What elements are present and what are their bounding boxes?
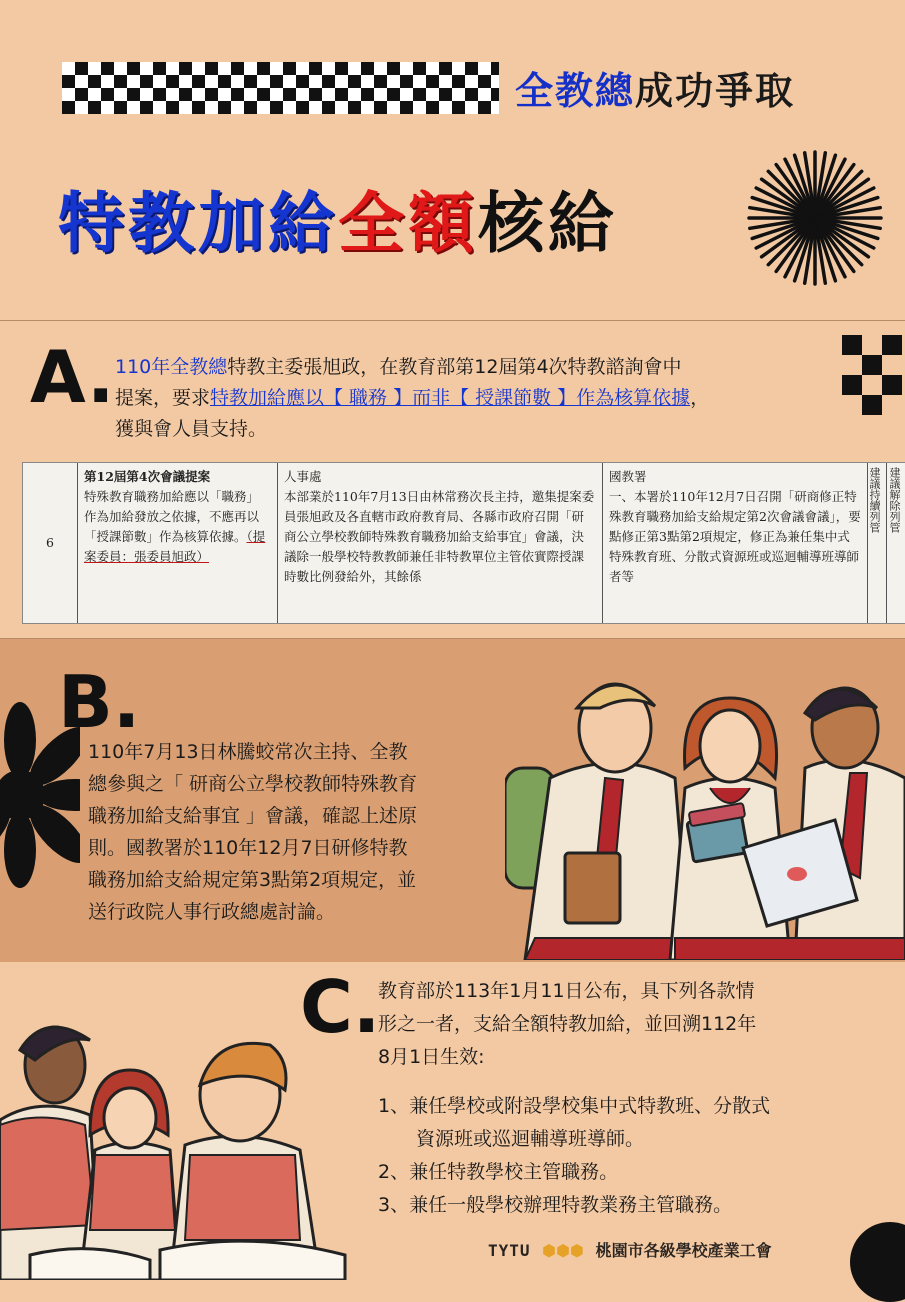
tytu-logo: TYTU (488, 1241, 531, 1260)
section-a-letter: A. (30, 335, 115, 419)
header-subtitle: 全教總成功爭取 (515, 69, 796, 113)
hexagon-icon: ⬢⬢⬢ (542, 1241, 585, 1260)
checker-pattern (62, 62, 499, 114)
list-item: 2、兼任特教學校主管職務。 (378, 1161, 619, 1183)
meeting-document-excerpt (22, 462, 905, 624)
doc-col-keep: 建議持續列管 (868, 463, 887, 623)
doc-row-number: 6 (23, 463, 78, 623)
list-item: 3、兼任一般學校辦理特教業務主管職務。 (378, 1194, 733, 1216)
footer-logo (488, 1238, 772, 1261)
sunburst-decoration (745, 148, 885, 288)
students-illustration-c (0, 1015, 350, 1280)
section-c-text: 教育部於113年1月11日公布，具下列各款情 形之一者，支給全額特教加給，並回溯112年 8月1日生效: (378, 980, 757, 1068)
section-b-text: 110年7月13日林騰蛟常次主持、全教 總參與之「 研商公立學校教師特殊教育 職務加給支給事宜 」會議，確認上述原 則。國教署於110年12月7日研修特教 職務加給支給規定第3點第2項規定，並 送行政院人事行政總處討論。 (88, 741, 418, 923)
list-item: 1、兼任學校或附設學校集中式特教班、分散式 (378, 1095, 771, 1117)
checker-deco-a (842, 335, 902, 425)
section-b-letter: B. (58, 660, 141, 744)
page-title: 特教加給全額核給 (58, 185, 618, 262)
proposal-link[interactable]: 特教加給應以【 職務 】而非【 授課節數 】作為核算依據 (210, 387, 691, 409)
doc-col-k12: 國教署 一、本署於110年12月7日召開「研商修正特殊教育職務加給支給規定第2次會議會議」，要點修正第3點第2項規定，修正為兼任集中式特殊教育班、分散式資源班或巡迴輔導班導師者等 (603, 463, 868, 623)
doc-col-personnel: 人事處 本部業於110年7月13日由林常務次長主持，邀集提案委員張旭政及各直轄市政府教育局、各縣市政府召開「研商公立學校教師特殊教育職務加給支給事宜」會議，決議除一般學校特教教師兼任非特教單位主管依實際授課時數比例發給外，其餘係 (278, 463, 603, 623)
list-item: 資源班或巡迴輔導班導師。 (416, 1128, 645, 1150)
section-a-text: 110年全教總特教主委張旭政，在教育部第12屆第4次特教諮詢會中 提案，要求特教加給應以【 職務 】而非【 授課節數 】作為核算依據， 獲與會人員支持。 (115, 356, 710, 440)
doc-col-remove: 建議解除列管 (888, 467, 901, 533)
section-c-list (378, 1090, 898, 1222)
section-c-letter: C. (300, 965, 381, 1049)
doc-col-proposal: 第12屆第4次會議提案 特殊教育職務加給應以「職務」作為加給發放之依據，不應再以「授課節數」作為核算依據。（提案委員：張委員旭政） (78, 463, 278, 623)
union-name: 桃園市各級學校產業工會 (595, 1241, 772, 1260)
students-illustration-b (505, 668, 905, 960)
